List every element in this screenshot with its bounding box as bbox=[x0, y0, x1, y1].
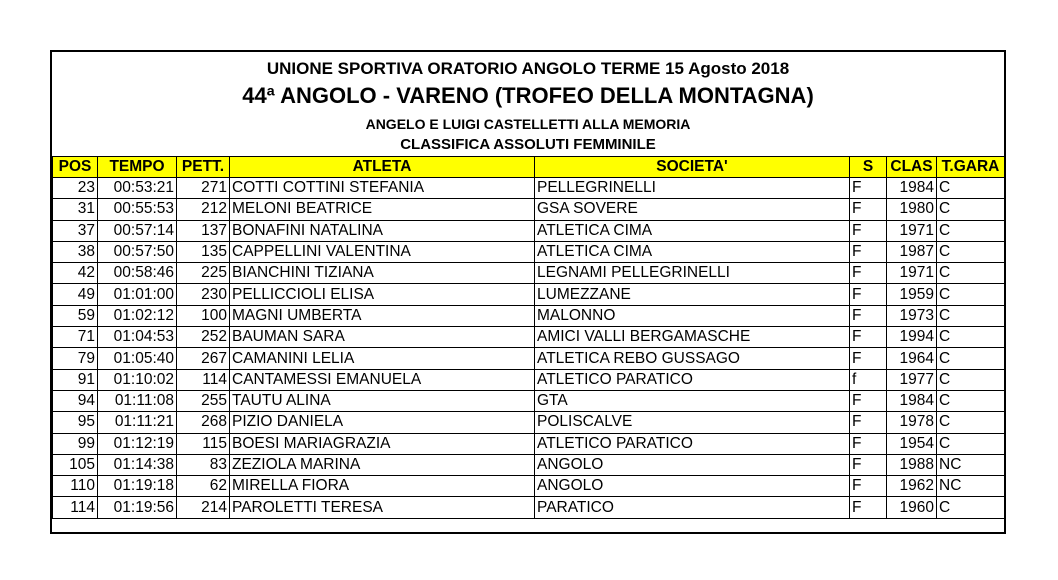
cell-tempo: 00:57:14 bbox=[98, 220, 177, 241]
table-row bbox=[53, 284, 1005, 305]
cell-pett: 271 bbox=[177, 178, 230, 199]
cell-pett: 83 bbox=[177, 454, 230, 475]
column-header-tempo: TEMPO bbox=[98, 157, 177, 178]
table-row bbox=[53, 305, 1005, 326]
cell-clas: 1959 bbox=[887, 284, 937, 305]
cell-tempo: 01:14:38 bbox=[98, 454, 177, 475]
cell-tempo: 01:19:56 bbox=[98, 497, 177, 518]
table-row bbox=[53, 241, 1005, 262]
cell-pett: 137 bbox=[177, 220, 230, 241]
ranking-category-title: CLASSIFICA ASSOLUTI FEMMINILE bbox=[400, 136, 656, 153]
cell-tgara: C bbox=[937, 412, 1005, 433]
table-row bbox=[53, 199, 1005, 220]
cell-pett: 267 bbox=[177, 348, 230, 369]
cell-tgara: C bbox=[937, 327, 1005, 348]
cell-atleta: PIZIO DANIELA bbox=[230, 412, 535, 433]
table-row bbox=[53, 390, 1005, 411]
cell-pos: 99 bbox=[53, 433, 98, 454]
cell-societa: MALONNO bbox=[535, 305, 850, 326]
cell-atleta: CAPPELLINI VALENTINA bbox=[230, 241, 535, 262]
cell-atleta: BONAFINI NATALINA bbox=[230, 220, 535, 241]
cell-atleta: PAROLETTI TERESA bbox=[230, 497, 535, 518]
table-header-row bbox=[53, 157, 1005, 178]
table-row bbox=[53, 497, 1005, 518]
cell-clas: 1988 bbox=[887, 454, 937, 475]
cell-clas: 1984 bbox=[887, 390, 937, 411]
cell-tgara: C bbox=[937, 369, 1005, 390]
column-header-pett: PETT. bbox=[177, 157, 230, 178]
cell-clas: 1971 bbox=[887, 220, 937, 241]
cell-tgara: C bbox=[937, 433, 1005, 454]
table-row bbox=[53, 433, 1005, 454]
cell-pos: 59 bbox=[53, 305, 98, 326]
cell-clas: 1962 bbox=[887, 476, 937, 497]
cell-societa: LUMEZZANE bbox=[535, 284, 850, 305]
cell-sex: F bbox=[850, 263, 887, 284]
cell-sex: f bbox=[850, 369, 887, 390]
results-table bbox=[52, 156, 1005, 519]
cell-pos: 37 bbox=[53, 220, 98, 241]
cell-pett: 225 bbox=[177, 263, 230, 284]
table-row bbox=[53, 454, 1005, 475]
cell-pos: 49 bbox=[53, 284, 98, 305]
cell-atleta: ZEZIOLA MARINA bbox=[230, 454, 535, 475]
cell-atleta: BAUMAN SARA bbox=[230, 327, 535, 348]
cell-tempo: 01:19:18 bbox=[98, 476, 177, 497]
column-header-pos: POS bbox=[53, 157, 98, 178]
cell-pos: 110 bbox=[53, 476, 98, 497]
cell-tempo: 01:11:21 bbox=[98, 412, 177, 433]
cell-societa: AMICI VALLI BERGAMASCHE bbox=[535, 327, 850, 348]
cell-tempo: 01:05:40 bbox=[98, 348, 177, 369]
cell-societa: ATLETICA REBO GUSSAGO bbox=[535, 348, 850, 369]
cell-pos: 105 bbox=[53, 454, 98, 475]
cell-sex: F bbox=[850, 433, 887, 454]
cell-pett: 62 bbox=[177, 476, 230, 497]
cell-atleta: PELLICCIOLI ELISA bbox=[230, 284, 535, 305]
cell-clas: 1978 bbox=[887, 412, 937, 433]
cell-societa: PARATICO bbox=[535, 497, 850, 518]
cell-tgara: C bbox=[937, 241, 1005, 262]
cell-tgara: C bbox=[937, 305, 1005, 326]
cell-sex: F bbox=[850, 412, 887, 433]
column-header-sex: S bbox=[850, 157, 887, 178]
memorial-subtitle: ANGELO E LUIGI CASTELLETTI ALLA MEMORIA bbox=[365, 116, 691, 132]
cell-tgara: C bbox=[937, 178, 1005, 199]
cell-pett: 214 bbox=[177, 497, 230, 518]
cell-sex: F bbox=[850, 497, 887, 518]
cell-pos: 79 bbox=[53, 348, 98, 369]
cell-tgara: NC bbox=[937, 476, 1005, 497]
cell-atleta: BIANCHINI TIZIANA bbox=[230, 263, 535, 284]
cell-atleta: MAGNI UMBERTA bbox=[230, 305, 535, 326]
table-row bbox=[53, 327, 1005, 348]
cell-tgara: C bbox=[937, 348, 1005, 369]
cell-tgara: C bbox=[937, 497, 1005, 518]
cell-atleta: MIRELLA FIORA bbox=[230, 476, 535, 497]
table-row bbox=[53, 178, 1005, 199]
cell-pett: 114 bbox=[177, 369, 230, 390]
cell-sex: F bbox=[850, 390, 887, 411]
cell-pett: 268 bbox=[177, 412, 230, 433]
cell-pett: 100 bbox=[177, 305, 230, 326]
cell-pos: 38 bbox=[53, 241, 98, 262]
cell-clas: 1980 bbox=[887, 199, 937, 220]
cell-pos: 31 bbox=[53, 199, 98, 220]
cell-tempo: 01:12:19 bbox=[98, 433, 177, 454]
cell-clas: 1977 bbox=[887, 369, 937, 390]
cell-pos: 94 bbox=[53, 390, 98, 411]
column-header-tgara: T.GARA bbox=[937, 157, 1005, 178]
cell-atleta: CAMANINI LELIA bbox=[230, 348, 535, 369]
cell-clas: 1971 bbox=[887, 263, 937, 284]
table-row bbox=[53, 412, 1005, 433]
cell-sex: F bbox=[850, 476, 887, 497]
column-header-clas: CLAS bbox=[887, 157, 937, 178]
cell-clas: 1987 bbox=[887, 241, 937, 262]
cell-pett: 115 bbox=[177, 433, 230, 454]
cell-societa: POLISCALVE bbox=[535, 412, 850, 433]
cell-societa: ATLETICA CIMA bbox=[535, 220, 850, 241]
cell-tempo: 01:04:53 bbox=[98, 327, 177, 348]
organizer-title: UNIONE SPORTIVA ORATORIO ANGOLO TERME 15 Agosto 2018 bbox=[266, 59, 790, 78]
cell-societa: ATLETICO PARATICO bbox=[535, 433, 850, 454]
cell-pos: 42 bbox=[53, 263, 98, 284]
cell-pett: 230 bbox=[177, 284, 230, 305]
cell-societa: ANGOLO bbox=[535, 454, 850, 475]
cell-tempo: 00:57:50 bbox=[98, 241, 177, 262]
cell-clas: 1960 bbox=[887, 497, 937, 518]
cell-sex: F bbox=[850, 454, 887, 475]
race-title: 44ª ANGOLO - VARENO (TROFEO DELLA MONTAGNA) bbox=[242, 83, 814, 108]
cell-sex: F bbox=[850, 199, 887, 220]
cell-clas: 1994 bbox=[887, 327, 937, 348]
cell-tempo: 00:55:53 bbox=[98, 199, 177, 220]
cell-atleta: MELONI BEATRICE bbox=[230, 199, 535, 220]
results-sheet bbox=[50, 50, 1006, 534]
cell-pos: 114 bbox=[53, 497, 98, 518]
cell-atleta: COTTI COTTINI STEFANIA bbox=[230, 178, 535, 199]
cell-clas: 1954 bbox=[887, 433, 937, 454]
table-row bbox=[53, 263, 1005, 284]
cell-societa: LEGNAMI PELLEGRINELLI bbox=[535, 263, 850, 284]
cell-clas: 1973 bbox=[887, 305, 937, 326]
cell-atleta: CANTAMESSI EMANUELA bbox=[230, 369, 535, 390]
cell-tgara: NC bbox=[937, 454, 1005, 475]
cell-tempo: 01:10:02 bbox=[98, 369, 177, 390]
cell-societa: ATLETICA CIMA bbox=[535, 241, 850, 262]
cell-tempo: 00:53:21 bbox=[98, 178, 177, 199]
column-header-atleta: ATLETA bbox=[230, 157, 535, 178]
cell-societa: ATLETICO PARATICO bbox=[535, 369, 850, 390]
cell-societa: PELLEGRINELLI bbox=[535, 178, 850, 199]
cell-sex: F bbox=[850, 305, 887, 326]
table-row bbox=[53, 369, 1005, 390]
cell-tempo: 01:02:12 bbox=[98, 305, 177, 326]
results-body bbox=[53, 178, 1005, 519]
cell-pos: 91 bbox=[53, 369, 98, 390]
cell-tgara: C bbox=[937, 199, 1005, 220]
cell-atleta: BOESI MARIAGRAZIA bbox=[230, 433, 535, 454]
cell-sex: F bbox=[850, 220, 887, 241]
cell-societa: ANGOLO bbox=[535, 476, 850, 497]
cell-tgara: C bbox=[937, 263, 1005, 284]
cell-clas: 1984 bbox=[887, 178, 937, 199]
cell-tgara: C bbox=[937, 220, 1005, 241]
cell-pos: 23 bbox=[53, 178, 98, 199]
cell-tempo: 01:11:08 bbox=[98, 390, 177, 411]
cell-pett: 212 bbox=[177, 199, 230, 220]
cell-sex: F bbox=[850, 178, 887, 199]
cell-pett: 252 bbox=[177, 327, 230, 348]
cell-atleta: TAUTU ALINA bbox=[230, 390, 535, 411]
cell-tgara: C bbox=[937, 390, 1005, 411]
cell-sex: F bbox=[850, 348, 887, 369]
cell-pos: 95 bbox=[53, 412, 98, 433]
cell-sex: F bbox=[850, 327, 887, 348]
cell-tempo: 00:58:46 bbox=[98, 263, 177, 284]
cell-pett: 135 bbox=[177, 241, 230, 262]
table-row bbox=[53, 476, 1005, 497]
table-row bbox=[53, 348, 1005, 369]
cell-tgara: C bbox=[937, 284, 1005, 305]
cell-tempo: 01:01:00 bbox=[98, 284, 177, 305]
cell-pett: 255 bbox=[177, 390, 230, 411]
cell-sex: F bbox=[850, 284, 887, 305]
cell-sex: F bbox=[850, 241, 887, 262]
cell-pos: 71 bbox=[53, 327, 98, 348]
cell-societa: GTA bbox=[535, 390, 850, 411]
table-row bbox=[53, 220, 1005, 241]
cell-clas: 1964 bbox=[887, 348, 937, 369]
column-header-societa: SOCIETA' bbox=[535, 157, 850, 178]
cell-societa: GSA SOVERE bbox=[535, 199, 850, 220]
